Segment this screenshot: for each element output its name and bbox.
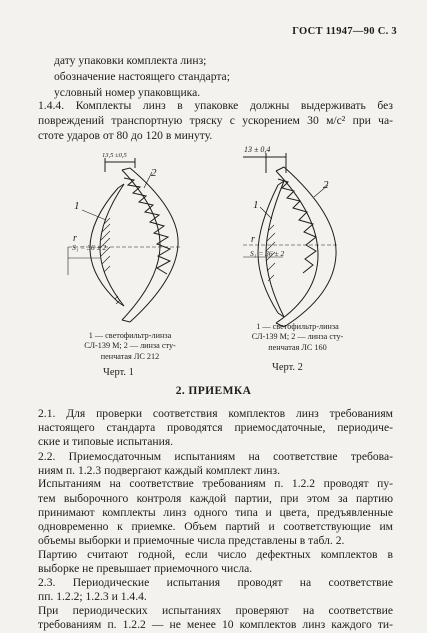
caption-line: 1 — светофильтр-линза [256,322,339,331]
figure-1-dimension-top: 13,5 ±0,5 [102,152,127,159]
figure-1-drawing [60,150,190,330]
caption-line: СЛ-139 М; 2 — линза сту- [251,332,344,342]
text-line: тем выборочного контроля каждой партии, при этом за партию [38,492,393,505]
figure-1-caption [75,331,185,362]
caption-line: СЛ-139 М; 2 — линза сту- [84,341,176,351]
text-line: условный номер упаковщика. [54,86,201,99]
text-line: 2.3. Периодические испытания проводят на соответствие [38,576,393,589]
figure-2-title: Черт. 2 [272,362,303,373]
text-line: объемы выборки и приемочные числа представлены в табл. 2. [38,534,345,547]
figure-2-caption [240,322,355,353]
text-line: ские и типовые испытания. [38,435,174,448]
figure-2-dimension-top: 13 ± 0,4 [244,145,271,154]
text-line: пп. 1.2.2; 1.2.3 и 1.4.4. [38,590,147,603]
figure-2-label-r: r [251,234,255,245]
text-line: дату упаковки комплекта линз; [54,54,207,67]
figure-1-dimension-s: S₁ = 36 ± 2 [72,243,107,252]
text-line: выборке не превышает приемочного числа. [38,562,253,575]
section-title: 2. ПРИЕМКА [175,385,252,397]
figure-1-label-2: 2 [151,167,157,179]
caption-line: пенчатая ЛС 160 [268,342,327,352]
text-line: 2.1. Для проверки соответствия комплектов линз требованиям [38,407,393,420]
text-line: повреждений транспортную тряску с ускорением 30 м/с² при ча- [38,114,393,127]
caption-line: пенчатая ЛС 212 [100,351,160,361]
text-line: стоте ударов от 80 до 120 в минуту. [38,129,213,142]
text-line: принимают комплекты линз одного типа и цвета, предъявленные [38,506,393,519]
figure-2-label-2: 2 [323,179,329,191]
figure-2-dimension-s: S₁ = 36 ± 2 [250,249,285,258]
text-line: обозначение настоящего стандарта; [54,70,230,83]
text-line: 2.2. Приемосдаточным испытаниям на соответствие требова- [38,450,393,463]
figure-1-label-1: 1 [74,200,80,212]
text-line: При периодических испытаниях проверяют на соответствие [38,604,393,617]
text-line: Испытаниям на соответствие требованиям п. 1.2.2 проводят пу- [38,477,393,490]
caption-line: 1 — светофильтр-линза [88,331,172,340]
text-line: требованиям п. 1.2.2 — не менее 10 комплектов линз каждого ти- [38,618,393,631]
figure-2-label-1: 1 [253,199,259,211]
text-line: ниям п. 1.2.3 подвергают каждый комплект линз. [38,464,280,477]
figure-2-drawing [238,145,368,330]
figure-1-title: Черт. 1 [103,367,134,378]
text-line: одновременно к приемке. Объем партий и соответствующие им [38,520,393,533]
page-header: ГОСТ 11947—90 С. 3 [292,26,397,37]
text-line: 1.4.4. Комплекты линз в упаковке должны выдерживать без [38,99,393,112]
text-line: настоящего стандарта проводятся приемосдаточные, периодиче- [38,421,393,434]
figure-1-label-r: r [73,233,77,244]
text-line: Партию считают годной, если число дефектных комплектов в [38,548,393,561]
